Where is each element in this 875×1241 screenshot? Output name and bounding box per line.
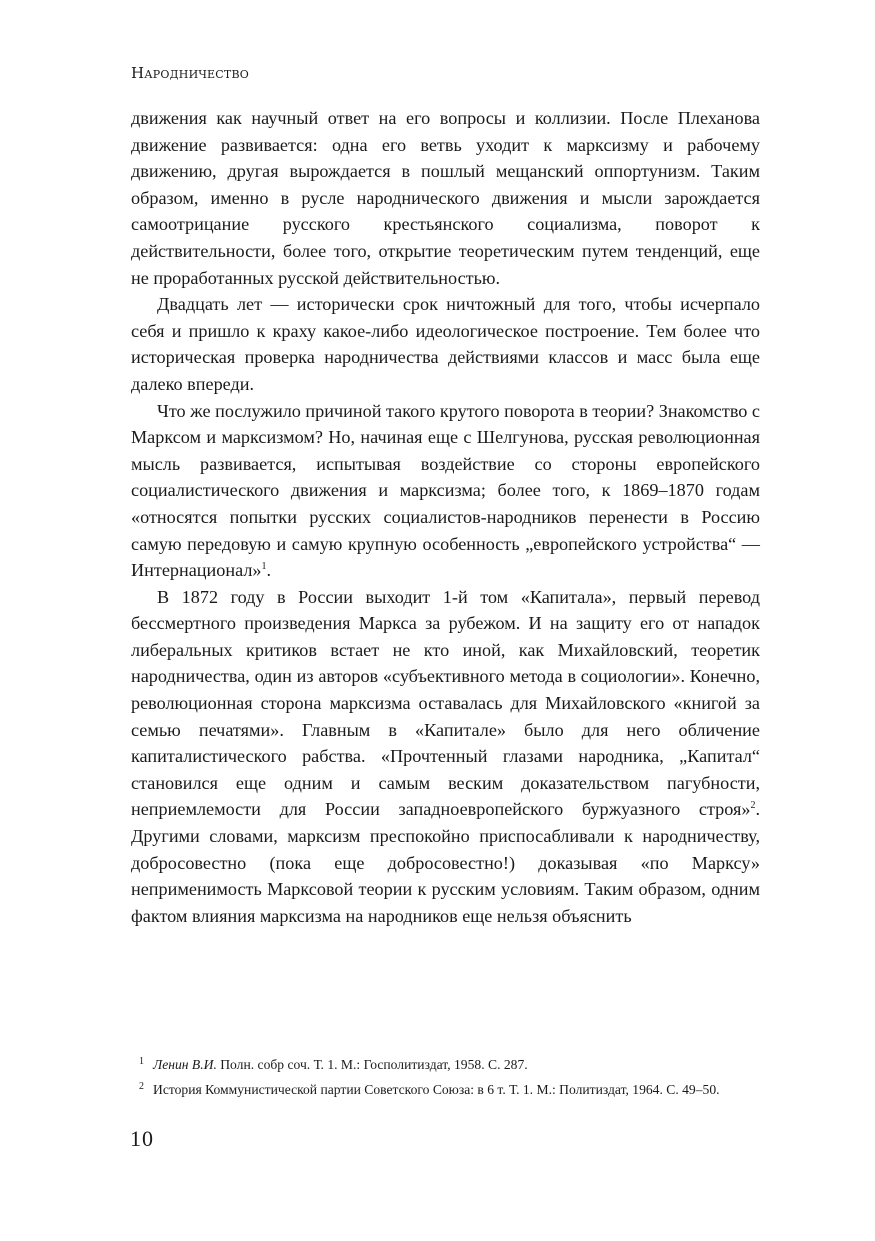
running-head: Народничество [131,64,249,82]
paragraph-3-text: Что же послужило причиной такого крутого поворота в теории? Знакомство с Марксом и марксизмом? Но, начиная еще с Шелгунова, русская революционная мысль развивается, испытывая воздействие со стороны европейского социалистического движения и марксизма; более того, к 1869–1870 годам «относятся попытки русских социалистов-народников перенести в Россию самую передовую и самую крупную особенность „европейского устройства“ — Интернационал» [131,400,760,581]
footnotes [131,1054,760,1104]
paragraph-4-tail: . Другими словами, марксизм преспокойно приспосабливали к народничеству, добросовестно (пока еще добросовестно!) доказывая «по Марксу» неприменимость Марксовой теории к русским условиям. Таким образом, одним фактом влияния марксизма на народников еще нельзя объяснить [131,799,760,926]
footnote-ref-2[interactable]: 2 [750,800,756,812]
footnote-1 [131,1054,760,1075]
paragraph-4 [131,584,760,930]
paragraph-4-text: В 1872 году в России выходит 1-й том «Капитала», первый перевод бессмертного произведения Маркса за рубежом. И на защиту его от нападок либеральных критиков встает не кто иной, как Михайловский, теоретик народничества, один из авторов «субъективного метода в социологии». Конечно, революционная сторона марксизма оставалась для Михайловского «книгой за семью печатями». Главным в «Капитале» было для него обличение капиталистического рабства. «Прочтенный глазами народника, „Капитал“ становился еще одним и самым веским доказательством пагубности, неприемлемости для России западноевропейского буржуазного строя» [131,586,760,820]
paragraph-3-tail: . [266,560,272,581]
footnote-number: 1 [139,1056,144,1067]
page-number: 10 [130,1126,154,1151]
footnote-ref-1[interactable]: 1 [261,561,267,573]
footnote-text: Полн. собр соч. Т. 1. М.: Госполитиздат, 1958. С. 287. [216,1057,528,1072]
main-text [131,105,760,929]
footnote-text: История Коммунистической партии Советского Союза: в 6 т. Т. 1. М.: Политиздат, 1964. С. 49–50. [153,1082,720,1097]
paragraph-1: движения как научный ответ на его вопросы и коллизии. После Плеханова движение развивается: одна его ветвь уходит к марксизму и рабочему движению, другая вырождается в пошлый мещанский оппортунизм. Таким образом, именно в русле народнического движения и мысли зарождается самоотрицание русского крестьянского социализма, поворот к действительности, более того, открытие теоретическим путем тенденций, еще не проработанных русской действительностью. [131,108,760,288]
footnote-author: Ленин В.И. [153,1057,217,1072]
paragraph-3 [131,398,760,584]
footnote-2 [131,1079,760,1100]
footnote-number: 2 [139,1081,144,1092]
paragraph-2: Двадцать лет — исторически срок ничтожный для того, чтобы исчерпало себя и пришло к краху какое-либо идеологическое построение. Тем более что историческая проверка народничества действиями классов и масс была еще далеко впереди. [131,294,760,394]
